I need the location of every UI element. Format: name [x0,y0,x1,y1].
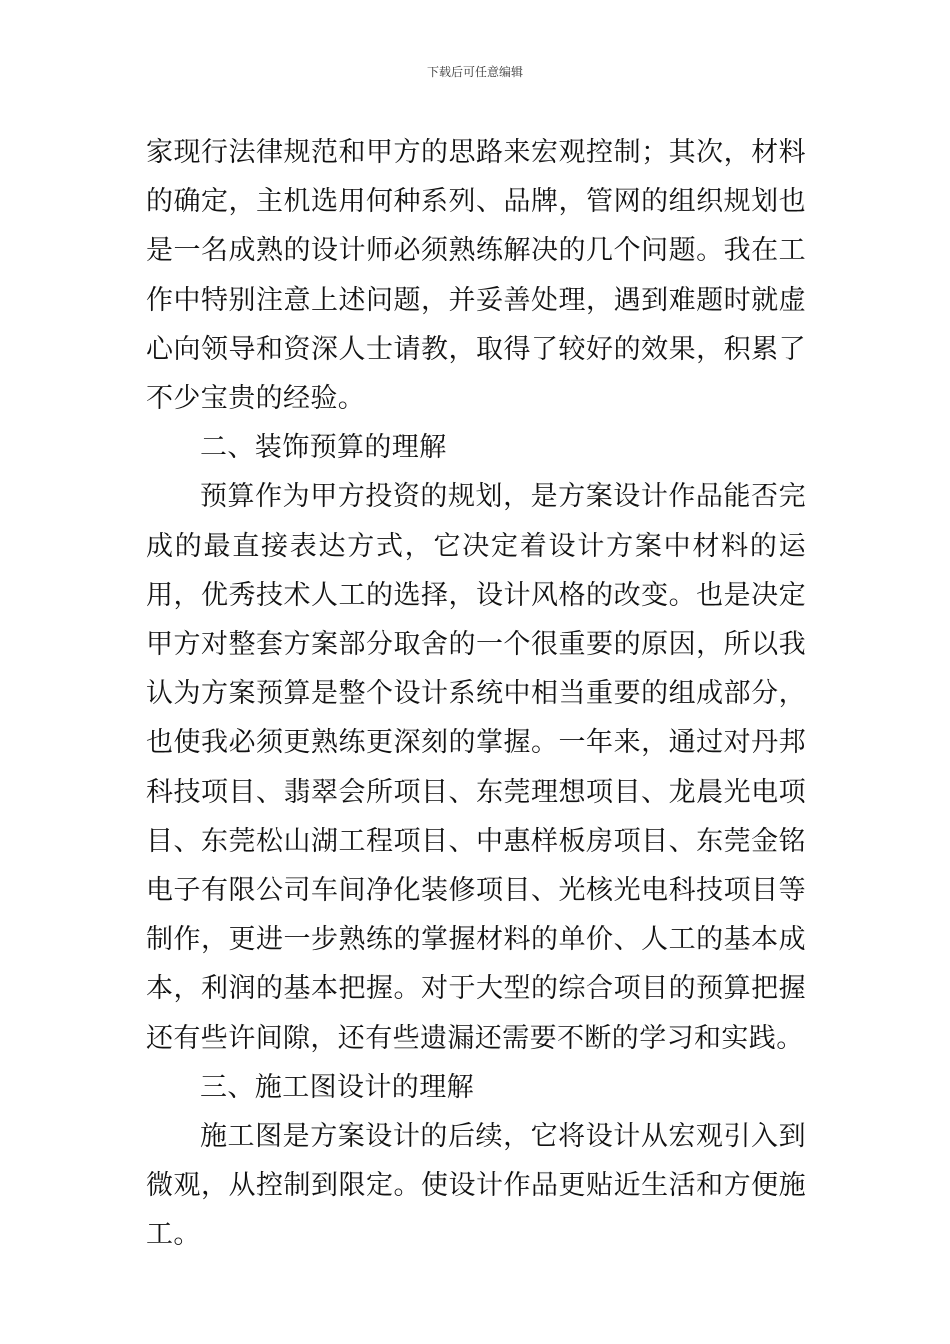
paragraph-budget: 预算作为甲方投资的规划，是方案设计作品能否完成的最直接表达方式，它决定着设计方案中材料的运用，优秀技术人工的选择，设计风格的改变。也是决定甲方对整套方案部分取舍的一个很重要的原因，所以我认为方案预算是整个设计系统中相当重要的组成部分，也使我必须更熟练更深刻的掌握。一年来，通过对丹邦科技项目、翡翠会所项目、东莞理想项目、龙晨光电项目、东莞松山湖工程项目、中惠样板房项目、东莞金铭电子有限公司车间净化装修项目、光核光电科技项目等制作，更进一步熟练的掌握材料的单价、人工的基本成本，利润的基本把握。对于大型的综合项目的预算把握还有些许间隙，还有些遗漏还需要不断的学习和实践。 [146,481,806,1054]
document-body [146,128,806,1260]
page-header: 下载后可任意编辑 [426,65,523,79]
paragraph-construction-drawing: 施工图是方案设计的后续，它将设计从宏观引入到微观，从控制到限定。使设计作品更贴近生活和方便施工。 [146,1121,806,1251]
section-heading-budget: 二、装饰预算的理解 [200,432,447,464]
section-heading-construction-drawing: 三、施工图设计的理解 [200,1071,474,1103]
paragraph-continuation: 家现行法律规范和甲方的思路来宏观控制；其次，材料的确定，主机选用何种系列、品牌，管网的组织规划也是一名成熟的设计师必须熟练解决的几个问题。我在工作中特别注意上述问题，并妥善处理，遇到难题时就虚心向领导和资深人士请教，取得了较好的效果，积累了不少宝贵的经验。 [146,137,806,415]
